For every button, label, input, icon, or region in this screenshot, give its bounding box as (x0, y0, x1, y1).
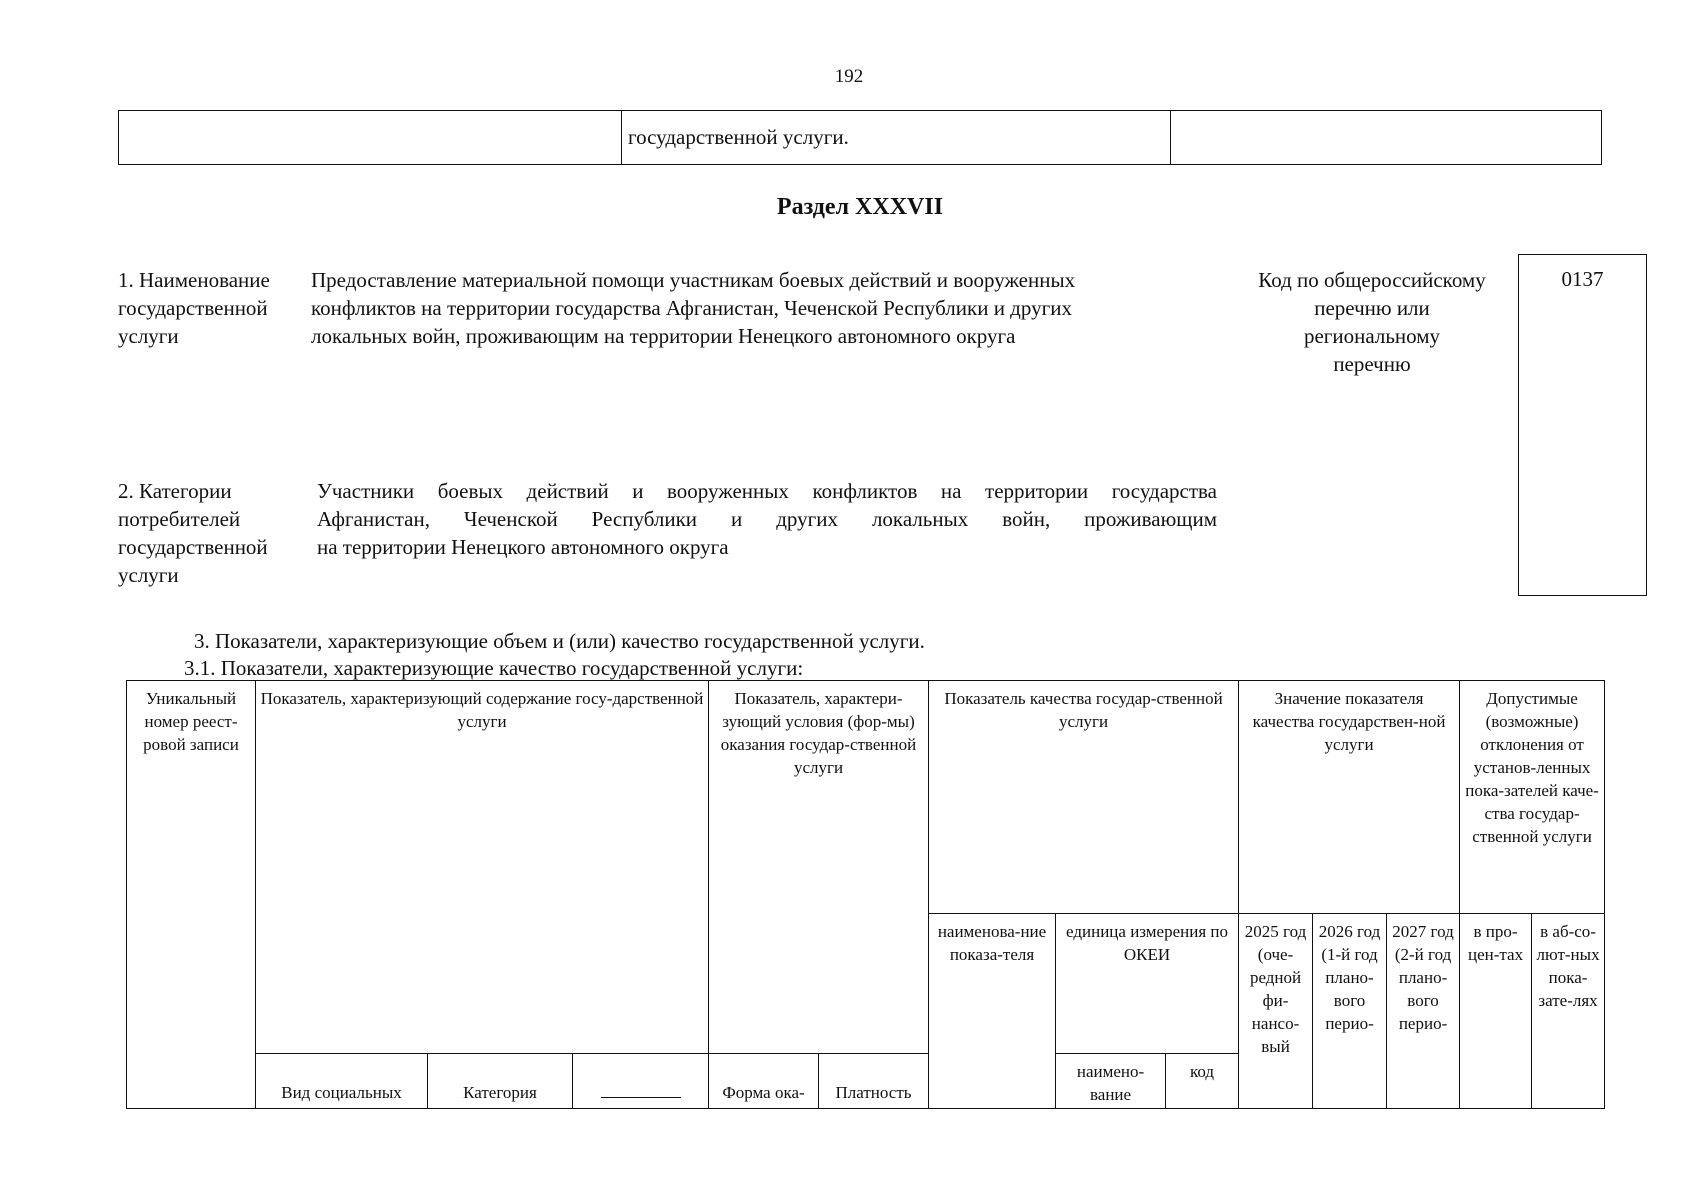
para31: 3.1. Показатели, характеризующие качество государственной услуги: (184, 656, 804, 680)
page-number: 192 (834, 66, 864, 87)
header-form: Форма ока- (709, 1054, 819, 1109)
item2-label-line: 2. Категории (118, 479, 232, 503)
header-year-2026: 2026 год (1-й год плано-вого перио- (1313, 914, 1387, 1109)
item2-text (317, 477, 1217, 561)
code-label-line: региональному (1303, 324, 1441, 348)
item1-label-line: 1. Наименование (118, 268, 270, 292)
header-unique-number: Уникальный номер реест-ровой записи (127, 681, 256, 1109)
item2-text-line: на территории Ненецкого автономного округа (317, 535, 729, 559)
item1-label-line: услуги (118, 324, 179, 348)
quality-indicators-table (126, 680, 1605, 1109)
item1-text-line: конфликтов на территории государства Афганистан, Чеченской Республики и других (311, 296, 1072, 320)
item2-text-line: Афганистан, Чеченской Республики и других локальных войн, проживающим (317, 507, 1217, 531)
continuation-text-cell: государственной услуги. (622, 111, 1171, 165)
code-label-line: перечню или (1314, 296, 1430, 320)
header-content-indicator: Показатель, характеризующий содержание госу-дарственной услуги (256, 681, 709, 1054)
item2-label (118, 477, 308, 589)
header-year-2027: 2027 год (2-й год плано-вого перио- (1387, 914, 1460, 1109)
continuation-table (118, 110, 1602, 165)
header-blank (573, 1054, 709, 1109)
code-label-line: Код по общероссийскому (1258, 268, 1486, 292)
header-quality-value: Значение показателя качества государствен-ной услуги (1239, 681, 1460, 914)
header-category: Категория (428, 1054, 573, 1109)
item1-label (118, 266, 303, 350)
header-deviations: Допустимые (возможные) отклонения от установ-ленных пока-зателей каче-ства государ-ственной услуги (1460, 681, 1605, 914)
header-absolute: в аб-со-лют-ных пока-зате-лях (1532, 914, 1605, 1109)
item1-text-line: локальных войн, проживающим на территории Ненецкого автономного округа (311, 324, 1016, 348)
item1-text-line: Предоставление материальной помощи участникам боевых действий и вооруженных (311, 268, 1076, 292)
code-label-line: перечню (1333, 352, 1411, 376)
code-label (1234, 266, 1510, 378)
continuation-empty-cell-right (1171, 111, 1602, 165)
header-year-2025: 2025 год (оче-редной фи-нансо-вый (1239, 914, 1313, 1109)
code-box (1518, 254, 1647, 596)
header-unit-okei: единица измерения по ОКЕИ (1056, 914, 1239, 1054)
item1-text (311, 266, 1216, 350)
header-payment: Платность (819, 1054, 929, 1109)
item2-label-line: потребителей (118, 507, 241, 531)
continuation-empty-cell (119, 111, 622, 165)
section-title: Раздел XXXVII (776, 194, 944, 220)
code-value: 0137 (1561, 267, 1604, 291)
blank-underline (601, 1083, 681, 1098)
item2-label-line: услуги (118, 563, 179, 587)
header-unit-code: код (1166, 1054, 1239, 1109)
header-percent: в про-цен-тах (1460, 914, 1532, 1109)
item2-text-line: Участники боевых действий и вооруженных конфликтов на территории государства (317, 479, 1217, 503)
header-unit-name: наимено-вание (1056, 1054, 1166, 1109)
header-social-type: Вид социальных (256, 1054, 428, 1109)
item1-label-line: государственной (118, 296, 268, 320)
header-quality-indicator: Показатель качества государ-ственной услуги (929, 681, 1239, 914)
header-conditions-indicator: Показатель, характери-зующий условия (фор-мы) оказания государ-ственной услуги (709, 681, 929, 1054)
item2-label-line: государственной (118, 535, 268, 559)
header-indicator-name: наименова-ние показа-теля (929, 914, 1056, 1109)
para3: 3. Показатели, характеризующие объем и (или) качество государственной услуги. (194, 629, 925, 653)
